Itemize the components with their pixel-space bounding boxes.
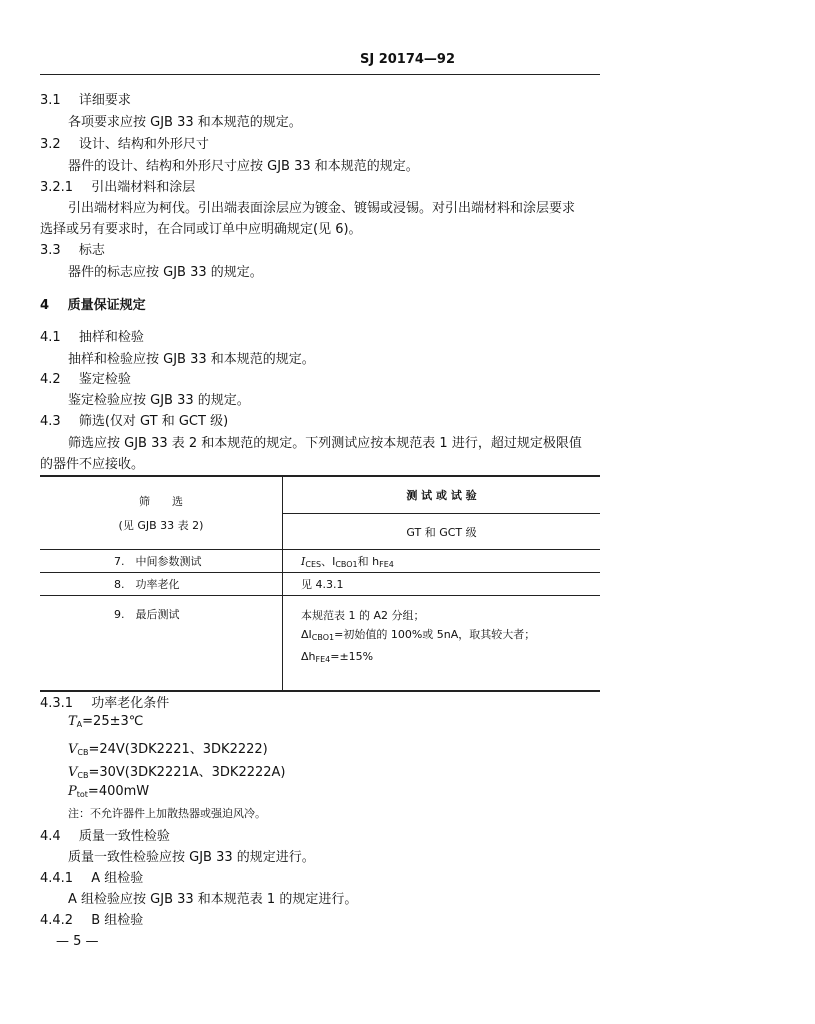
- subscript: A: [76, 720, 83, 729]
- section-number: 3.1: [40, 93, 61, 108]
- table-left-header-ref: (见 GJB 33 表 2): [118, 519, 204, 532]
- section-4-2-heading: [40, 368, 131, 387]
- subscript: CBO1: [335, 560, 358, 569]
- section-4-4-1-body: A 组检验应按 GJB 33 和本规范表 1 的规定进行。: [68, 892, 358, 907]
- test-line: 本规范表 1 的 A2 分组；: [301, 609, 425, 622]
- condition-vcb-2: [68, 761, 286, 780]
- section-number: 4.1: [40, 330, 61, 345]
- test-line-text: =初始值的 100%或 5nA，取其较大者；: [334, 628, 536, 641]
- value: =25±3℃: [82, 714, 144, 729]
- screening-table: [40, 475, 600, 692]
- subscript: CB: [77, 771, 89, 780]
- section-4-2-body: 鉴定检验应按 GJB 33 的规定。: [68, 393, 250, 408]
- section-number: 4.3: [40, 414, 61, 429]
- subscript: CES: [305, 560, 322, 569]
- section-3-2-body: 器件的设计、结构和外形尺寸应按 GJB 33 和本规范的规定。: [68, 159, 419, 174]
- section-4-3-body-line1: 筛选应按 GJB 33 表 2 和本规范的规定。下列测试应按本规范表 1 进行，超过规定极限值: [68, 436, 582, 451]
- section-4-4-body: 质量一致性检验应按 GJB 33 的规定进行。: [68, 850, 315, 865]
- section-3-2-1-body-line1: 引出端材料应为柯伐。引出端表面涂层应为镀金、镀锡或浸锡。对引出端材料和涂层要求: [68, 201, 576, 216]
- symbol: V: [68, 765, 78, 780]
- section-number: 4.3.1: [40, 696, 74, 711]
- section-number: 4.4.1: [40, 871, 74, 886]
- symbol: T: [68, 714, 77, 729]
- section-3-2-1-heading: [40, 176, 195, 195]
- section-title: A 组检验: [91, 871, 144, 886]
- subscript: CBO1: [311, 633, 335, 642]
- section-title: B 组检验: [91, 913, 144, 928]
- subscript: CB: [77, 748, 89, 757]
- symbol-h: 和 h: [357, 555, 380, 568]
- table-right-header: 测 试 或 试 验: [283, 476, 601, 514]
- section-title: 引出端材料和涂层: [91, 180, 196, 195]
- subscript: tot: [76, 790, 88, 799]
- symbol: V: [68, 742, 78, 757]
- table-right-subheader: GT 和 GCT 级: [406, 525, 477, 539]
- section-3-2-heading: [40, 133, 209, 152]
- table-row: [40, 550, 600, 573]
- section-title: 设计、结构和外形尺寸: [78, 137, 209, 152]
- value: =400mW: [87, 784, 150, 799]
- section-number: 4: [40, 298, 50, 313]
- symbol: ΔI: [301, 628, 312, 641]
- section-number: 3.3: [40, 243, 61, 258]
- value: =24V(3DK2221、3DK2222): [88, 742, 268, 757]
- subscript: FE4: [315, 655, 331, 664]
- table-cell-test: [283, 550, 601, 573]
- section-title: 抽样和检验: [78, 330, 144, 345]
- section-number: 4.4: [40, 829, 61, 844]
- section-4-heading: [40, 294, 146, 313]
- section-number: 4.4.2: [40, 913, 74, 928]
- section-title: 质量保证规定: [67, 298, 146, 313]
- section-title: 详细要求: [78, 93, 131, 108]
- section-4-4-1-heading: [40, 867, 143, 886]
- section-4-3-body-line2: 的器件不应接收。: [40, 457, 145, 472]
- table-row: [40, 596, 600, 692]
- test-line-text: =±15%: [330, 650, 374, 663]
- page-number: — 5 —: [56, 934, 99, 949]
- section-4-1-heading: [40, 326, 144, 345]
- condition-ptot: [68, 784, 149, 799]
- symbol: Δh: [301, 650, 316, 663]
- test-line: [301, 625, 600, 647]
- section-number: 3.2: [40, 137, 61, 152]
- table-left-header: [40, 476, 283, 550]
- value: =30V(3DK2221A、3DK2222A): [88, 765, 286, 780]
- condition-ta: [68, 714, 143, 729]
- subscript: FE4: [379, 560, 394, 569]
- section-3-3-body: 器件的标志应按 GJB 33 的规定。: [68, 265, 263, 280]
- table-cell-screen: 9. 最后测试: [40, 596, 283, 692]
- condition-vcb-1: [68, 738, 268, 757]
- symbol-I: 、I: [321, 555, 336, 568]
- section-4-4-heading: [40, 825, 170, 844]
- section-title: 功率老化条件: [91, 696, 170, 711]
- section-title: 标志: [78, 243, 105, 258]
- section-title: 鉴定检验: [78, 372, 131, 387]
- test-line: [301, 647, 600, 669]
- section-3-1-body: 各项要求应按 GJB 33 和本规范的规定。: [68, 115, 302, 130]
- section-4-3-1-heading: [40, 692, 169, 711]
- table-cell-screen: 7. 中间参数测试: [40, 550, 283, 573]
- section-3-3-heading: [40, 239, 105, 258]
- section-4-3-heading: [40, 410, 228, 429]
- section-number: 3.2.1: [40, 180, 74, 195]
- section-title: 质量一致性检验: [78, 829, 170, 844]
- table-cell-screen: 8. 功率老化: [40, 573, 283, 596]
- table-cell-test: 见 4.3.1: [301, 578, 344, 591]
- header-rule: [40, 74, 600, 75]
- table-cell-test: [283, 596, 601, 692]
- symbol-I: I: [301, 555, 306, 568]
- table-left-header-title: 筛 选: [139, 495, 183, 508]
- section-3-1-heading: [40, 89, 131, 108]
- section-number: 4.2: [40, 372, 61, 387]
- section-title: 筛选(仅对 GT 和 GCT 级): [78, 414, 229, 429]
- condition-note: 注：不允许器件上加散热器或强迫风冷。: [68, 807, 266, 820]
- table-row: [40, 573, 600, 596]
- symbol: P: [68, 784, 77, 799]
- document-header: SJ 20174—92: [359, 52, 456, 67]
- section-3-2-1-body-line2: 选择或另有要求时，在合同或订单中应明确规定(见 6)。: [40, 222, 362, 237]
- section-4-1-body: 抽样和检验应按 GJB 33 和本规范的规定。: [68, 352, 315, 367]
- section-4-4-2-heading: [40, 909, 143, 928]
